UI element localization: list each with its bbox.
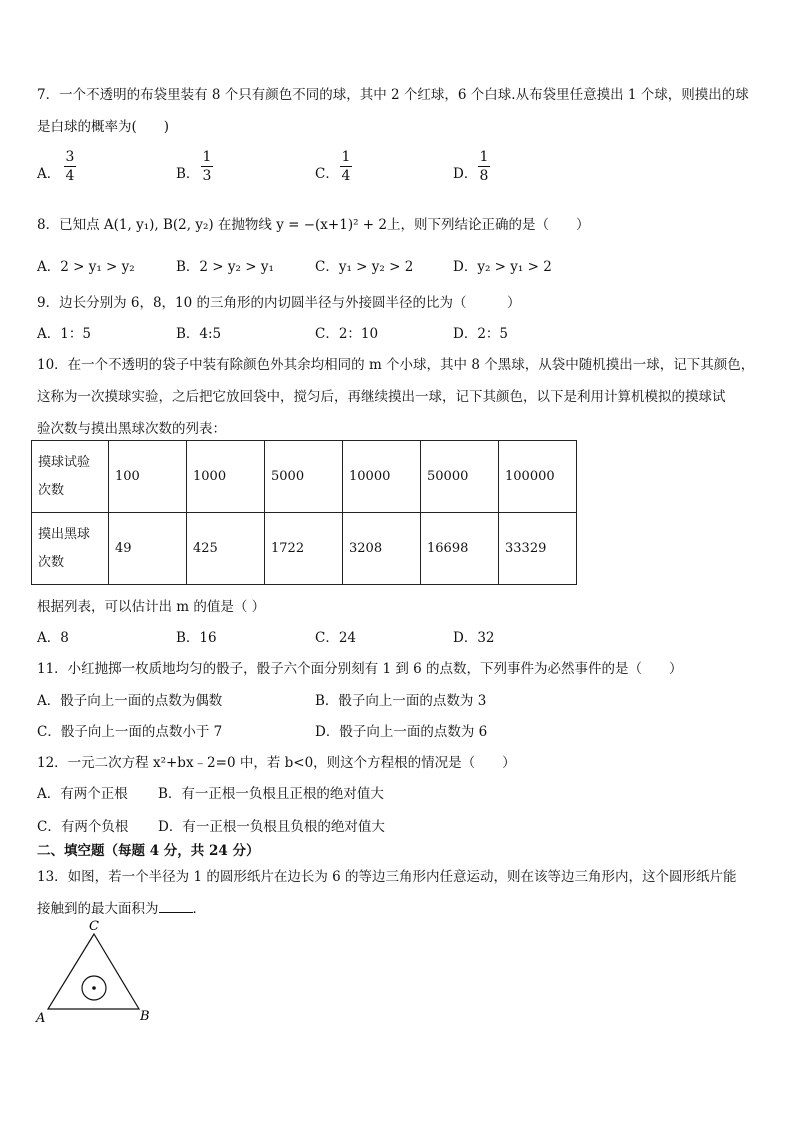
q7-option-d-label: D． xyxy=(453,166,478,182)
q10-option-d: D．32 xyxy=(453,630,495,646)
q9-option-a: A．1：5 xyxy=(37,326,91,342)
q7-option-a-numerator: 3 xyxy=(65,149,75,165)
q7-option-d-fraction xyxy=(478,149,490,184)
q12-option-c: C．有两个负根 xyxy=(37,819,129,835)
q8-option-c: C．y₁ > y₂ > 2 xyxy=(315,259,414,275)
q11-option-d: D．骰子向上一面的点数为 6 xyxy=(315,724,488,740)
q11-option-b: B．骰子向上一面的点数为 3 xyxy=(315,693,487,709)
table-cell: 3208 xyxy=(343,513,421,585)
table-cell: 10000 xyxy=(343,441,421,513)
table-cell: 33329 xyxy=(499,513,577,585)
q7-stem-line1: 7．一个不透明的布袋里装有 8 个只有颜色不同的球，其中 2 个红球，6 个白球.从布袋里任意摸出 1 个球，则摸出的球 xyxy=(37,87,749,103)
table-cell: 5000 xyxy=(265,441,343,513)
q9-option-c: C．2：10 xyxy=(315,326,379,342)
q7-option-c-label: C． xyxy=(315,166,339,182)
q10-stem-line1: 10．在一个不透明的袋子中装有除颜色外其余均相同的 m 个小球，其中 8 个黑球，从袋中随机摸出一球，记下其颜色， xyxy=(37,357,755,373)
circle-center-dot xyxy=(92,986,96,990)
q12-stem: 12．一元二次方程 x²+bx﹣2=0 中，若 b<0，则这个方程根的情况是（ ） xyxy=(37,755,516,771)
q7-option-c-fraction xyxy=(340,149,352,184)
table-cell: 1722 xyxy=(265,513,343,585)
table-row xyxy=(32,441,577,513)
q12-option-a: A．有两个正根 xyxy=(37,786,128,802)
table-cell: 100000 xyxy=(499,441,577,513)
answer-blank xyxy=(159,900,193,913)
vertex-label-b: B xyxy=(140,1009,150,1024)
q10-stem-line3: 验次数与摸出黑球次数的列表： xyxy=(37,421,226,437)
fraction-bar xyxy=(201,166,213,167)
q11-option-c: C．骰子向上一面的点数小于 7 xyxy=(37,724,223,740)
q13-triangle-figure xyxy=(34,916,154,1026)
q11-option-a: A．骰子向上一面的点数为偶数 xyxy=(37,693,223,709)
q7-option-c-numerator: 1 xyxy=(341,149,351,165)
q10-option-b: B．16 xyxy=(176,630,217,646)
q9-option-d: D．2：5 xyxy=(453,326,509,342)
q7-option-a-label: A． xyxy=(37,166,61,182)
table-cell: 100 xyxy=(109,441,187,513)
q8-stem: 8．已知点 A(1, y₁), B(2, y₂) 在抛物线 y = −(x+1)² + 2上，则下列结论正确的是（ ） xyxy=(37,217,590,233)
q7-stem-line2: 是白球的概率为( ) xyxy=(37,119,170,135)
table-cell: 1000 xyxy=(187,441,265,513)
q10-stem-line2: 这称为一次摸球实验，之后把它放回袋中，搅匀后，再继续摸出一球，记下其颜色，以下是利用计算机模拟的摸球试 xyxy=(37,389,726,405)
fraction-bar xyxy=(64,166,76,167)
q8-option-d: D．y₂ > y₁ > 2 xyxy=(453,259,552,275)
row1-header-b: 次数 xyxy=(38,482,65,498)
q7-option-b-label: B． xyxy=(176,166,200,182)
equilateral-triangle xyxy=(48,934,139,1009)
vertex-label-c: C xyxy=(89,919,99,934)
q13-stem-text: 接触到的最大面积为 xyxy=(37,901,159,917)
fraction-bar xyxy=(340,166,352,167)
q11-stem: 11．小红抛掷一枚质地均匀的骰子，骰子六个面分别刻有 1 到 6 的点数，下列事件为必然事件的是（ ） xyxy=(37,661,683,677)
table-cell: 49 xyxy=(109,513,187,585)
table-cell: 50000 xyxy=(421,441,499,513)
q9-option-b: B．4:5 xyxy=(176,326,222,342)
q13-stem-line2 xyxy=(37,897,206,917)
q9-stem: 9．边长分别为 6，8，10 的三角形的内切圆半径与外接圆半径的比为（ ） xyxy=(37,295,521,311)
q8-option-b: B．2 > y₂ > y₁ xyxy=(176,259,274,275)
row1-header-a: 摸球试验 xyxy=(38,454,91,470)
q10-question: 根据列表，可以估计出 m 的值是（ ） xyxy=(37,599,266,615)
q7-option-d-denominator: 8 xyxy=(479,168,489,184)
fraction-bar xyxy=(478,166,490,167)
q12-option-d: D．有一正根一负根且负根的绝对值大 xyxy=(158,819,385,835)
q7-option-b-denominator: 3 xyxy=(202,168,212,184)
q10-data-table xyxy=(31,440,577,585)
table-row xyxy=(32,513,577,585)
row2-header-b: 次数 xyxy=(38,554,65,570)
q10-option-c: C．24 xyxy=(315,630,357,646)
q7-option-d-numerator: 1 xyxy=(479,149,489,165)
q7-option-b-numerator: 1 xyxy=(202,149,212,165)
q13-stem-end: ． xyxy=(192,901,206,917)
q7-option-c-denominator: 4 xyxy=(341,168,351,184)
row2-header-a: 摸出黑球 xyxy=(38,526,91,542)
q12-option-b: B．有一正根一负根且正根的绝对值大 xyxy=(158,786,384,802)
q7-option-a-denominator: 4 xyxy=(65,168,75,184)
table-row-header xyxy=(32,513,109,585)
q10-option-a: A．8 xyxy=(37,630,69,646)
table-cell: 16698 xyxy=(421,513,499,585)
table-row-header xyxy=(32,441,109,513)
section-title: 二、填空题（每题 4 分，共 24 分） xyxy=(37,843,260,859)
q8-option-a: A．2 > y₁ > y₂ xyxy=(37,259,135,275)
q7-option-b-fraction xyxy=(201,149,213,184)
q13-stem-line1: 13．如图，若一个半径为 1 的圆形纸片在边长为 6 的等边三角形内任意运动，则在该等边三角形内，这个圆形纸片能 xyxy=(37,869,737,885)
q7-option-a-fraction xyxy=(64,149,76,184)
table-cell: 425 xyxy=(187,513,265,585)
vertex-label-a: A xyxy=(36,1011,46,1026)
